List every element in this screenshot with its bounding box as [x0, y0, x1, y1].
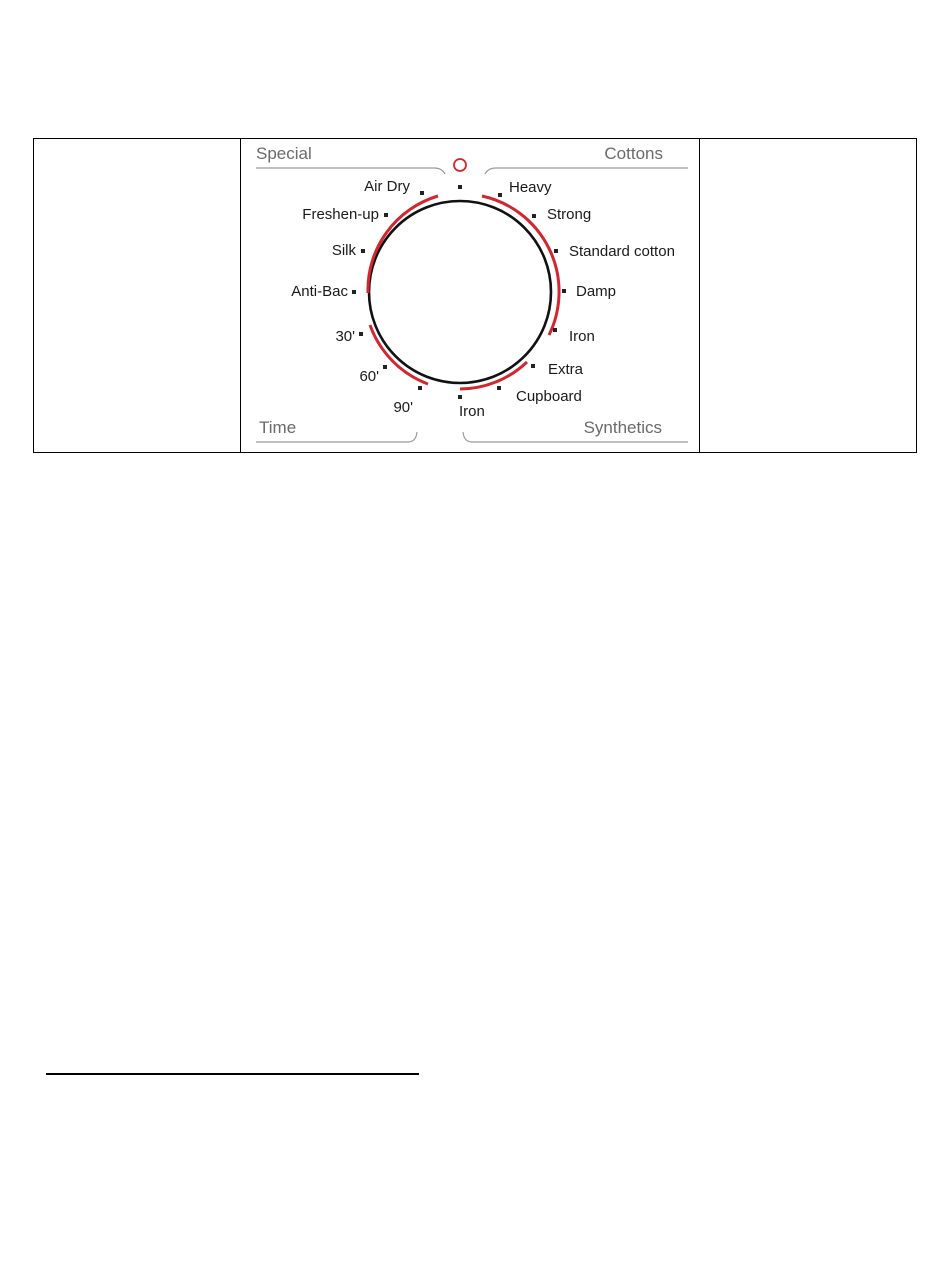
programme-label-strong: Strong — [547, 206, 592, 223]
programme-label-60: 60' — [359, 368, 379, 385]
marker-extra — [531, 364, 535, 368]
programme-label-cupboard: Cupboard — [516, 388, 582, 405]
section-label-special: Special — [256, 144, 312, 163]
marker-strong — [532, 214, 536, 218]
programme-label-heavy: Heavy — [509, 179, 552, 196]
programme-label-air-dry: Air Dry — [364, 178, 410, 195]
programme-label-standard-cotton: Standard cotton — [569, 243, 675, 260]
programme-label-30: 30' — [335, 328, 355, 345]
marker-30 — [359, 332, 363, 336]
programme-label-freshen-up: Freshen-up — [302, 206, 379, 223]
footnote-separator — [46, 1073, 419, 1075]
marker-cupboard — [497, 386, 501, 390]
special-divider-line — [256, 168, 445, 174]
marker-freshen-up — [384, 213, 388, 217]
marker-off — [458, 185, 462, 189]
table-divider-left — [240, 139, 241, 452]
programme-dial-diagram — [242, 139, 696, 452]
off-circle-icon — [454, 159, 466, 171]
programme-label-silk: Silk — [331, 242, 356, 259]
programme-dial-panel — [242, 139, 696, 452]
section-label-synthetics: Synthetics — [583, 418, 662, 437]
programme-label-damp: Damp — [576, 283, 617, 300]
marker-iron-cottons — [553, 328, 557, 332]
marker-silk — [361, 249, 365, 253]
section-label-time: Time — [259, 418, 297, 437]
programme-label-90: 90' — [393, 399, 413, 416]
marker-standard-cotton — [554, 249, 558, 253]
marker-heavy — [498, 193, 502, 197]
marker-iron-synthetics — [458, 395, 462, 399]
section-label-cottons: Cottons — [604, 144, 663, 163]
marker-anti-bac — [352, 290, 356, 294]
marker-air-dry — [420, 191, 424, 195]
programme-label-iron-cottons: Iron — [569, 328, 595, 345]
programme-label-extra: Extra — [548, 361, 584, 378]
marker-60 — [383, 365, 387, 369]
programme-label-iron-synthetics: Iron — [459, 403, 485, 420]
dial-ring — [369, 201, 551, 383]
programme-label-anti-bac: Anti-Bac — [291, 283, 348, 300]
marker-damp — [562, 289, 566, 293]
table-divider-right — [699, 139, 700, 452]
dial-table — [33, 138, 917, 453]
cottons-divider-line — [485, 168, 688, 174]
marker-90 — [418, 386, 422, 390]
